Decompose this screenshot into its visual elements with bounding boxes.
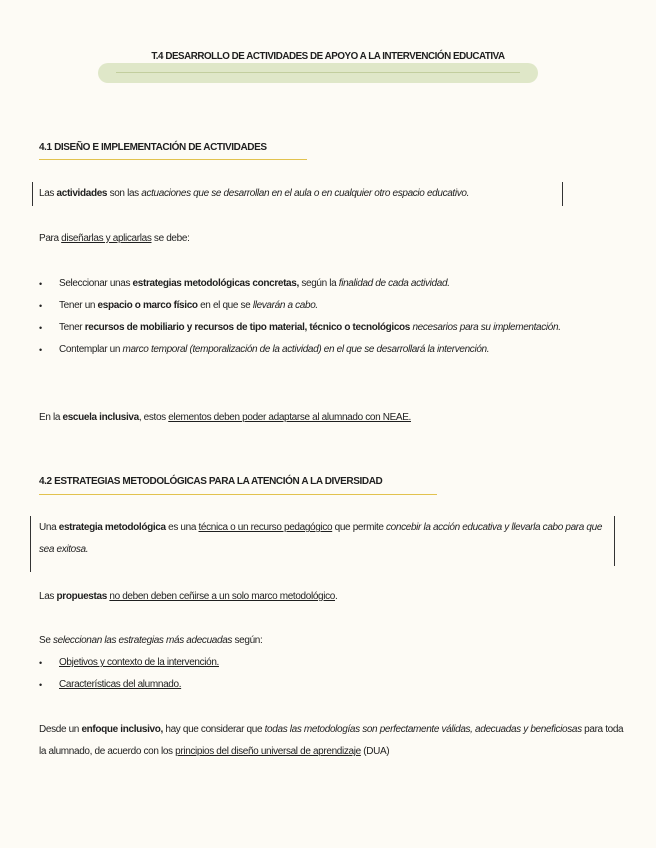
list-item: [39, 339, 629, 361]
text: se debe:: [151, 233, 190, 244]
emphasis: seleccionan las estrategias más adecuadas: [52, 635, 233, 646]
title-highlight: [98, 63, 538, 83]
text: .: [335, 591, 338, 602]
bold-text: propuestas: [56, 591, 107, 602]
text: Desde un: [39, 724, 82, 735]
para-enfoque-inclusivo: [39, 719, 625, 763]
text: en el que se: [197, 300, 253, 311]
emphasis: llevarán a cabo.: [252, 300, 318, 311]
text: es una: [165, 522, 199, 533]
emphasis: concebir la acción educativa y llevarla cabo para que sea exitosa.: [39, 522, 603, 555]
text: (DUA): [360, 746, 390, 757]
underlined-text: no deben deben ceñirse a un solo marco metodológico: [109, 591, 336, 602]
heading-underline-4-2: [39, 494, 437, 495]
list-item: [39, 295, 629, 317]
text: para toda la alumnado, de acuerdo con los: [39, 724, 624, 757]
text: según la: [298, 278, 339, 289]
list-item: [39, 317, 629, 339]
criteria-list: [39, 652, 629, 696]
requirements-list: [39, 273, 629, 361]
text: Las: [39, 188, 57, 199]
text: Seleccionar unas: [59, 278, 133, 289]
emphasis: todas las metodologías son perfectamente válidas, adecuadas y beneficiosas: [264, 724, 582, 735]
list-item: [39, 273, 629, 295]
quote-bar-left: [32, 182, 33, 206]
section-heading-4-2: 4.2 ESTRATEGIAS METODOLÓGICAS PARA LA ATENCIÓN A LA DIVERSIDAD: [39, 476, 383, 487]
text: En la: [39, 412, 63, 423]
underlined-text: Características del alumnado.: [59, 679, 182, 690]
underlined-text: principios del diseño universal de aprendizaje: [175, 746, 361, 757]
definition-actividades: [39, 183, 629, 205]
text: Se: [39, 635, 53, 646]
text: Contemplar un: [59, 344, 123, 355]
text: hay que considerar que: [162, 724, 265, 735]
text: , estos: [138, 412, 169, 423]
text: Las: [39, 591, 57, 602]
emphasis: marco temporal (temporalización de la actividad): [122, 344, 322, 355]
underlined-text: técnica o un recurso pedagógico: [198, 522, 333, 533]
quote-bar-left: [30, 516, 31, 572]
term: actividades: [56, 188, 108, 199]
emphasis: actuaciones que se desarrollan en el aula o en cualquier otro espacio educativo.: [141, 188, 470, 199]
text: son las: [107, 188, 142, 199]
text: que permite: [332, 522, 387, 533]
para-escuela-inclusiva: [39, 407, 629, 429]
emphasis: finalidad de cada actividad.: [338, 278, 450, 289]
bold-text: estrategias metodológicas concretas,: [132, 278, 299, 289]
underlined-text: diseñarlas y aplicarlas: [61, 233, 152, 244]
text: según:: [232, 635, 263, 646]
text: Una: [39, 522, 59, 533]
underlined-text: elementos deben poder adaptarse al alumnado con NEAE.: [168, 412, 411, 423]
para-propuestas: [39, 586, 629, 608]
text: Tener: [59, 322, 85, 333]
page-title: T.4 DESARROLLO DE ACTIVIDADES DE APOYO A LA INTERVENCIÓN EDUCATIVA: [151, 51, 505, 62]
text: Tener un: [59, 300, 98, 311]
bold-text: enfoque inclusivo,: [81, 724, 163, 735]
section-heading-4-1: 4.1 DISEÑO E IMPLEMENTACIÓN DE ACTIVIDADES: [39, 142, 267, 153]
bold-text: espacio o marco físico: [97, 300, 198, 311]
para-seleccion: [39, 630, 629, 652]
underlined-text: Objetivos y contexto de la intervención.: [59, 657, 219, 668]
bold-text: recursos de mobiliario y recursos de tipo material, técnico o tecnológicos: [84, 322, 411, 333]
title-rule: [116, 72, 520, 73]
emphasis: en el que se desarrollará la intervención.: [321, 344, 490, 355]
definition-estrategia: [39, 517, 611, 561]
bold-text: escuela inclusiva: [62, 412, 139, 423]
para-disenar: [39, 228, 629, 250]
emphasis: necesarios para su implementación.: [412, 322, 561, 333]
quote-bar-right: [614, 516, 615, 566]
term: estrategia metodológica: [58, 522, 166, 533]
heading-underline-4-1: [39, 159, 307, 160]
list-item: [39, 652, 629, 674]
text: Para: [39, 233, 62, 244]
list-item: [39, 674, 629, 696]
